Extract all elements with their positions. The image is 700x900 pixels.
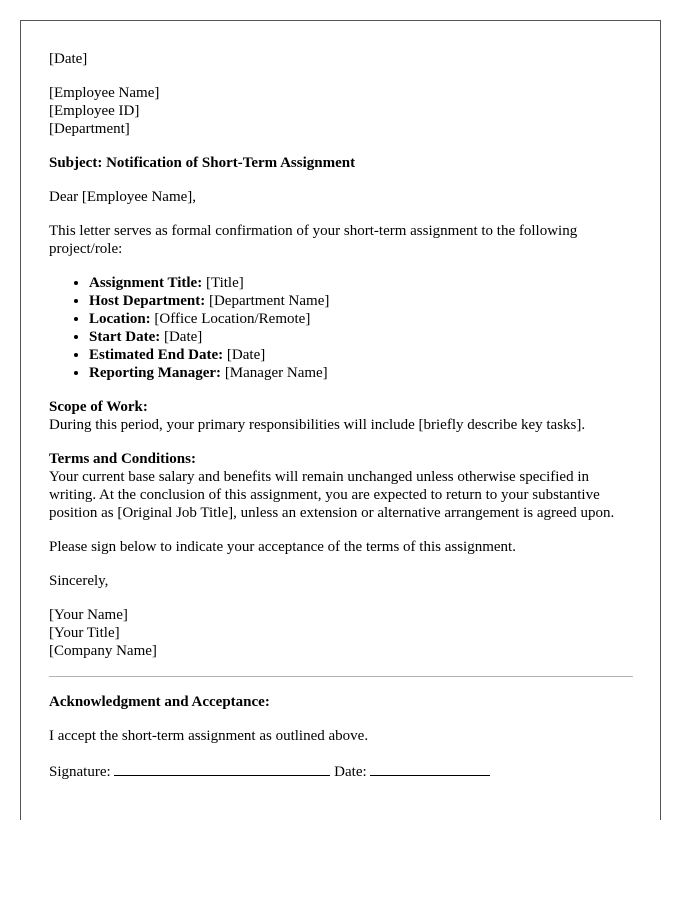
assignment-details-list [49, 274, 633, 382]
detail-value: [Manager Name] [221, 365, 328, 381]
intro-paragraph: This letter serves as formal confirmation of your short-term assignment to the following project/role: [49, 223, 578, 257]
detail-label: Estimated End Date: [89, 347, 224, 363]
letter-date: [Date] [49, 51, 88, 67]
acknowledgment-heading: Acknowledgment and Acceptance: [49, 694, 270, 710]
acknowledgment-heading-line [49, 693, 633, 711]
recipient-id: [Employee ID] [49, 103, 140, 119]
detail-value: [Title] [202, 275, 244, 291]
detail-item-end-date [89, 346, 633, 364]
subject-line [49, 154, 633, 172]
signature-label: Signature: [49, 764, 111, 780]
subject-text: Subject: Notification of Short-Term Assignment [49, 155, 356, 171]
terms-text: Your current base salary and benefits will remain unchanged unless otherwise specified in writing. At the conclusion of this assignment, you are expected to return to your substantive position as [Original Job Title], unless an extension or alternative arrangement is agreed upon. [49, 469, 615, 521]
date-field[interactable] [370, 761, 490, 776]
signature-row [49, 761, 633, 781]
detail-value: [Date] [223, 347, 266, 363]
letter-content [49, 50, 633, 797]
closing: Sincerely, [49, 573, 109, 589]
sender-title: [Your Title] [49, 625, 120, 641]
recipient-department: [Department] [49, 121, 130, 137]
recipient-name: [Employee Name] [49, 85, 160, 101]
scope-section [49, 398, 633, 434]
detail-item-reporting-manager [89, 364, 633, 382]
sender-name: [Your Name] [49, 607, 128, 623]
sign-request: Please sign below to indicate your acceptance of the terms of this assignment. [49, 539, 516, 555]
detail-value: [Office Location/Remote] [150, 311, 311, 327]
scope-text: During this period, your primary responsibilities will include [briefly describe key tasks]. [49, 417, 586, 433]
detail-label: Host Department: [89, 293, 206, 309]
detail-value: [Date] [160, 329, 203, 345]
recipient-block [49, 84, 633, 138]
salutation: Dear [Employee Name], [49, 189, 197, 205]
letter-page [20, 20, 661, 820]
detail-label: Location: [89, 311, 151, 327]
section-divider [49, 676, 633, 677]
terms-section [49, 450, 633, 522]
detail-item-host-department [89, 292, 633, 310]
signature-field[interactable] [114, 761, 330, 776]
detail-item-location [89, 310, 633, 328]
date-label: Date: [334, 764, 367, 780]
detail-item-assignment-title [89, 274, 633, 292]
acknowledgment-statement: I accept the short-term assignment as outlined above. [49, 728, 369, 744]
detail-label: Reporting Manager: [89, 365, 222, 381]
detail-value: [Department Name] [205, 293, 330, 309]
detail-label: Start Date: [89, 329, 161, 345]
sender-block [49, 606, 633, 660]
detail-label: Assignment Title: [89, 275, 203, 291]
sender-company: [Company Name] [49, 643, 157, 659]
detail-item-start-date [89, 328, 633, 346]
scope-heading: Scope of Work: [49, 399, 148, 415]
terms-heading: Terms and Conditions: [49, 451, 196, 467]
